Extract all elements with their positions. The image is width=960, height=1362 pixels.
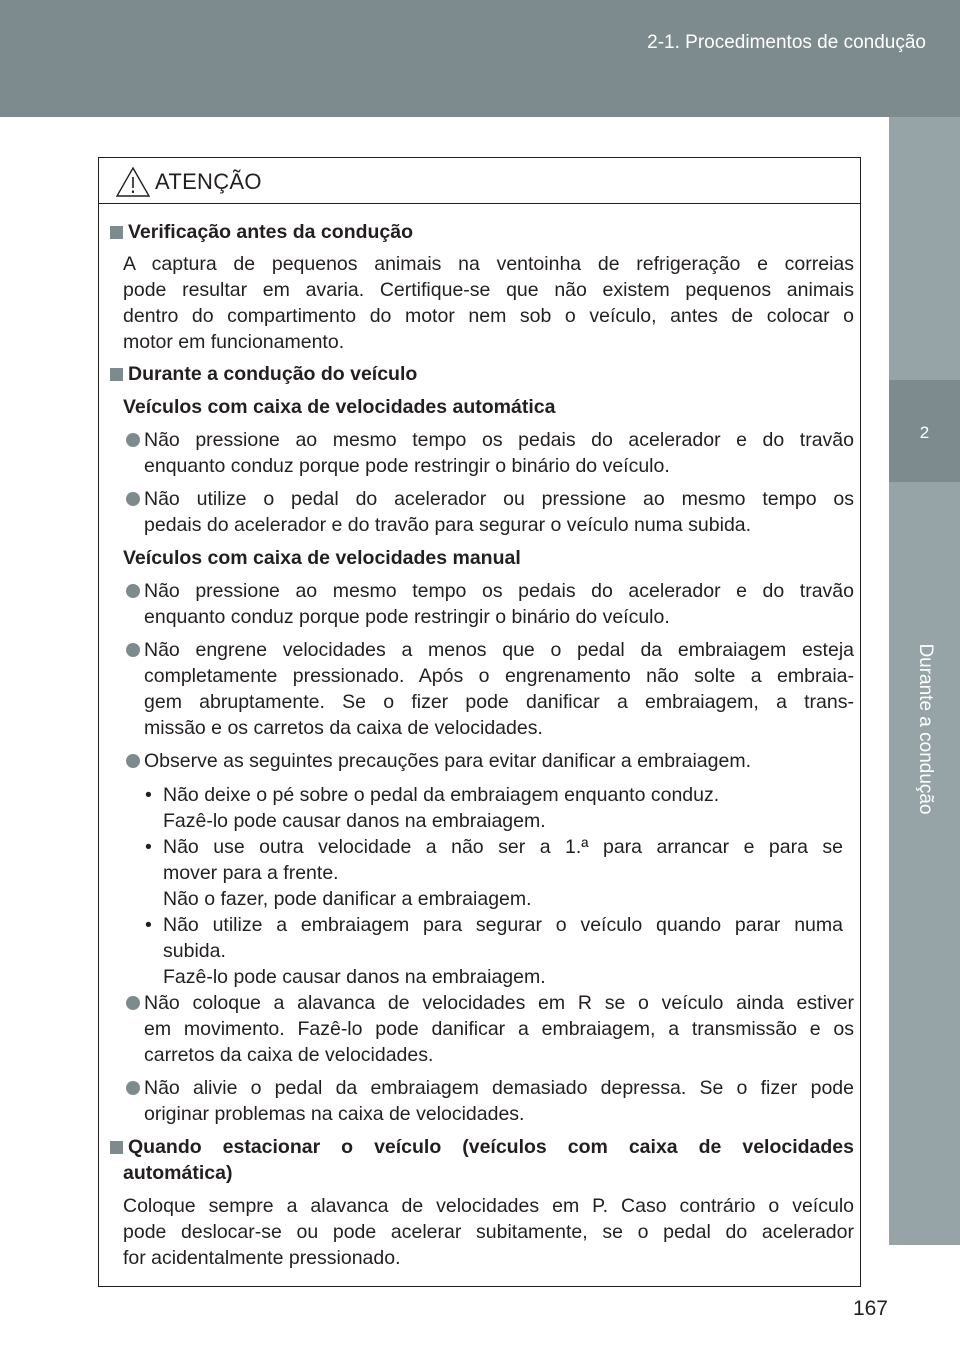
warning-triangle-icon (115, 166, 151, 198)
sub-list-line: Não deixe o pé sobre o pedal da embraiagem enquanto conduz. (163, 784, 720, 806)
paragraph-line: for acidentalmente pressionado. (123, 1247, 401, 1269)
warning-title: ATENÇÃO (155, 169, 262, 194)
bullet-dot-icon (126, 433, 140, 447)
header-bar (0, 0, 960, 117)
list-item-line: pedais do acelerador e do travão para segurar o veículo numa subida. (144, 514, 752, 536)
warning-box (98, 157, 861, 1287)
list-item-line: enquanto conduz porque pode restringir o binário do veículo. (144, 606, 670, 628)
list-item-line: originar problemas na caixa de velocidades. (144, 1103, 525, 1125)
section-marker-icon (110, 226, 123, 239)
chapter-number-box (889, 380, 960, 482)
paragraph-line: A captura de pequenos animais na ventoinha de refrigeração e correias (123, 253, 854, 275)
list-item-line: gem abruptamente. Se o fizer pode danificar a embraiagem, a trans- (144, 691, 854, 713)
sub-list-line: Não o fazer, pode danificar a embraiagem. (163, 888, 532, 910)
bullet-dot-icon (126, 996, 140, 1010)
paragraph-line: pode deslocar-se ou pode acelerar subitamente, se o pedal do acelerador (123, 1221, 854, 1243)
page-number: 167 (852, 1297, 888, 1320)
list-item-line: Não engrene velocidades a menos que o pedal da embraiagem esteja (144, 639, 854, 661)
subsection-heading: Veículos com caixa de velocidades manual (123, 547, 521, 569)
list-item-line: Não pressione ao mesmo tempo os pedais do acelerador e do travão (144, 580, 854, 602)
sub-list-line: Não utilize a embraiagem para segurar o veículo quando parar numa (163, 914, 843, 936)
list-item-line: Não utilize o pedal do acelerador ou pressione ao mesmo tempo os (144, 488, 854, 510)
bullet-dot-icon (126, 1081, 140, 1095)
list-item-line: Não pressione ao mesmo tempo os pedais do acelerador e do travão (144, 429, 854, 451)
paragraph-line: pode resultar em avaria. Certifique-se que não existem pequenos animais (123, 279, 854, 301)
sub-bullet-icon: • (145, 914, 152, 936)
bullet-dot-icon (126, 584, 140, 598)
paragraph-line: dentro do compartimento do motor nem sob o veículo, antes de colocar o (123, 305, 854, 327)
list-item-line: em movimento. Fazê-lo pode danificar a embraiagem, a transmissão e os (144, 1018, 854, 1040)
list-item-line: completamente pressionado. Após o engrenamento não solte a embraia- (144, 665, 854, 687)
paragraph-line: Coloque sempre a alavanca de velocidades em P. Caso contrário o veículo (123, 1195, 854, 1217)
bullet-dot-icon (126, 492, 140, 506)
bullet-dot-icon (126, 643, 140, 657)
section-heading: automática) (123, 1162, 233, 1184)
section-heading: Durante a condução do veículo (128, 363, 418, 385)
sub-list-line: Fazê-lo pode causar danos na embraiagem. (163, 810, 546, 832)
list-item-line: missão e os carretos da caixa de velocidades. (144, 717, 543, 739)
section-marker-icon (110, 368, 123, 381)
paragraph-line: motor em funcionamento. (123, 331, 345, 353)
list-item-line: Observe as seguintes precauções para evitar danificar a embraiagem. (144, 750, 751, 772)
section-marker-icon (110, 1141, 123, 1154)
list-item-line: Não coloque a alavanca de velocidades em R se o veículo ainda estiver (144, 992, 854, 1014)
chapter-side-tab (889, 117, 960, 1245)
list-item-line: carretos da caixa de velocidades. (144, 1044, 434, 1066)
warning-header (99, 158, 860, 204)
sub-bullet-icon: • (145, 784, 152, 806)
section-title: 2-1. Procedimentos de condução (647, 32, 926, 53)
sub-list-line: Não use outra velocidade a não ser a 1.ª para arrancar e para se (163, 836, 843, 858)
chapter-label (912, 614, 938, 844)
list-item-line: enquanto conduz porque pode restringir o binário do veículo. (144, 455, 670, 477)
sub-list-line: mover para a frente. (163, 862, 339, 884)
sub-list-line: Fazê-lo pode causar danos na embraiagem. (163, 966, 546, 988)
chapter-number: 2 (919, 423, 930, 442)
sub-list-line: subida. (163, 940, 226, 962)
bullet-dot-icon (126, 754, 140, 768)
section-heading: Quando estacionar o veículo (veículos com caixa de velocidades (128, 1136, 854, 1158)
section-heading: Verificação antes da condução (128, 221, 414, 243)
list-item-line: Não alivie o pedal da embraiagem demasiado depressa. Se o fizer pode (144, 1077, 854, 1099)
subsection-heading: Veículos com caixa de velocidades automática (123, 396, 556, 418)
sub-bullet-icon: • (145, 836, 152, 858)
chapter-label-text: Durante a condução (915, 643, 936, 815)
